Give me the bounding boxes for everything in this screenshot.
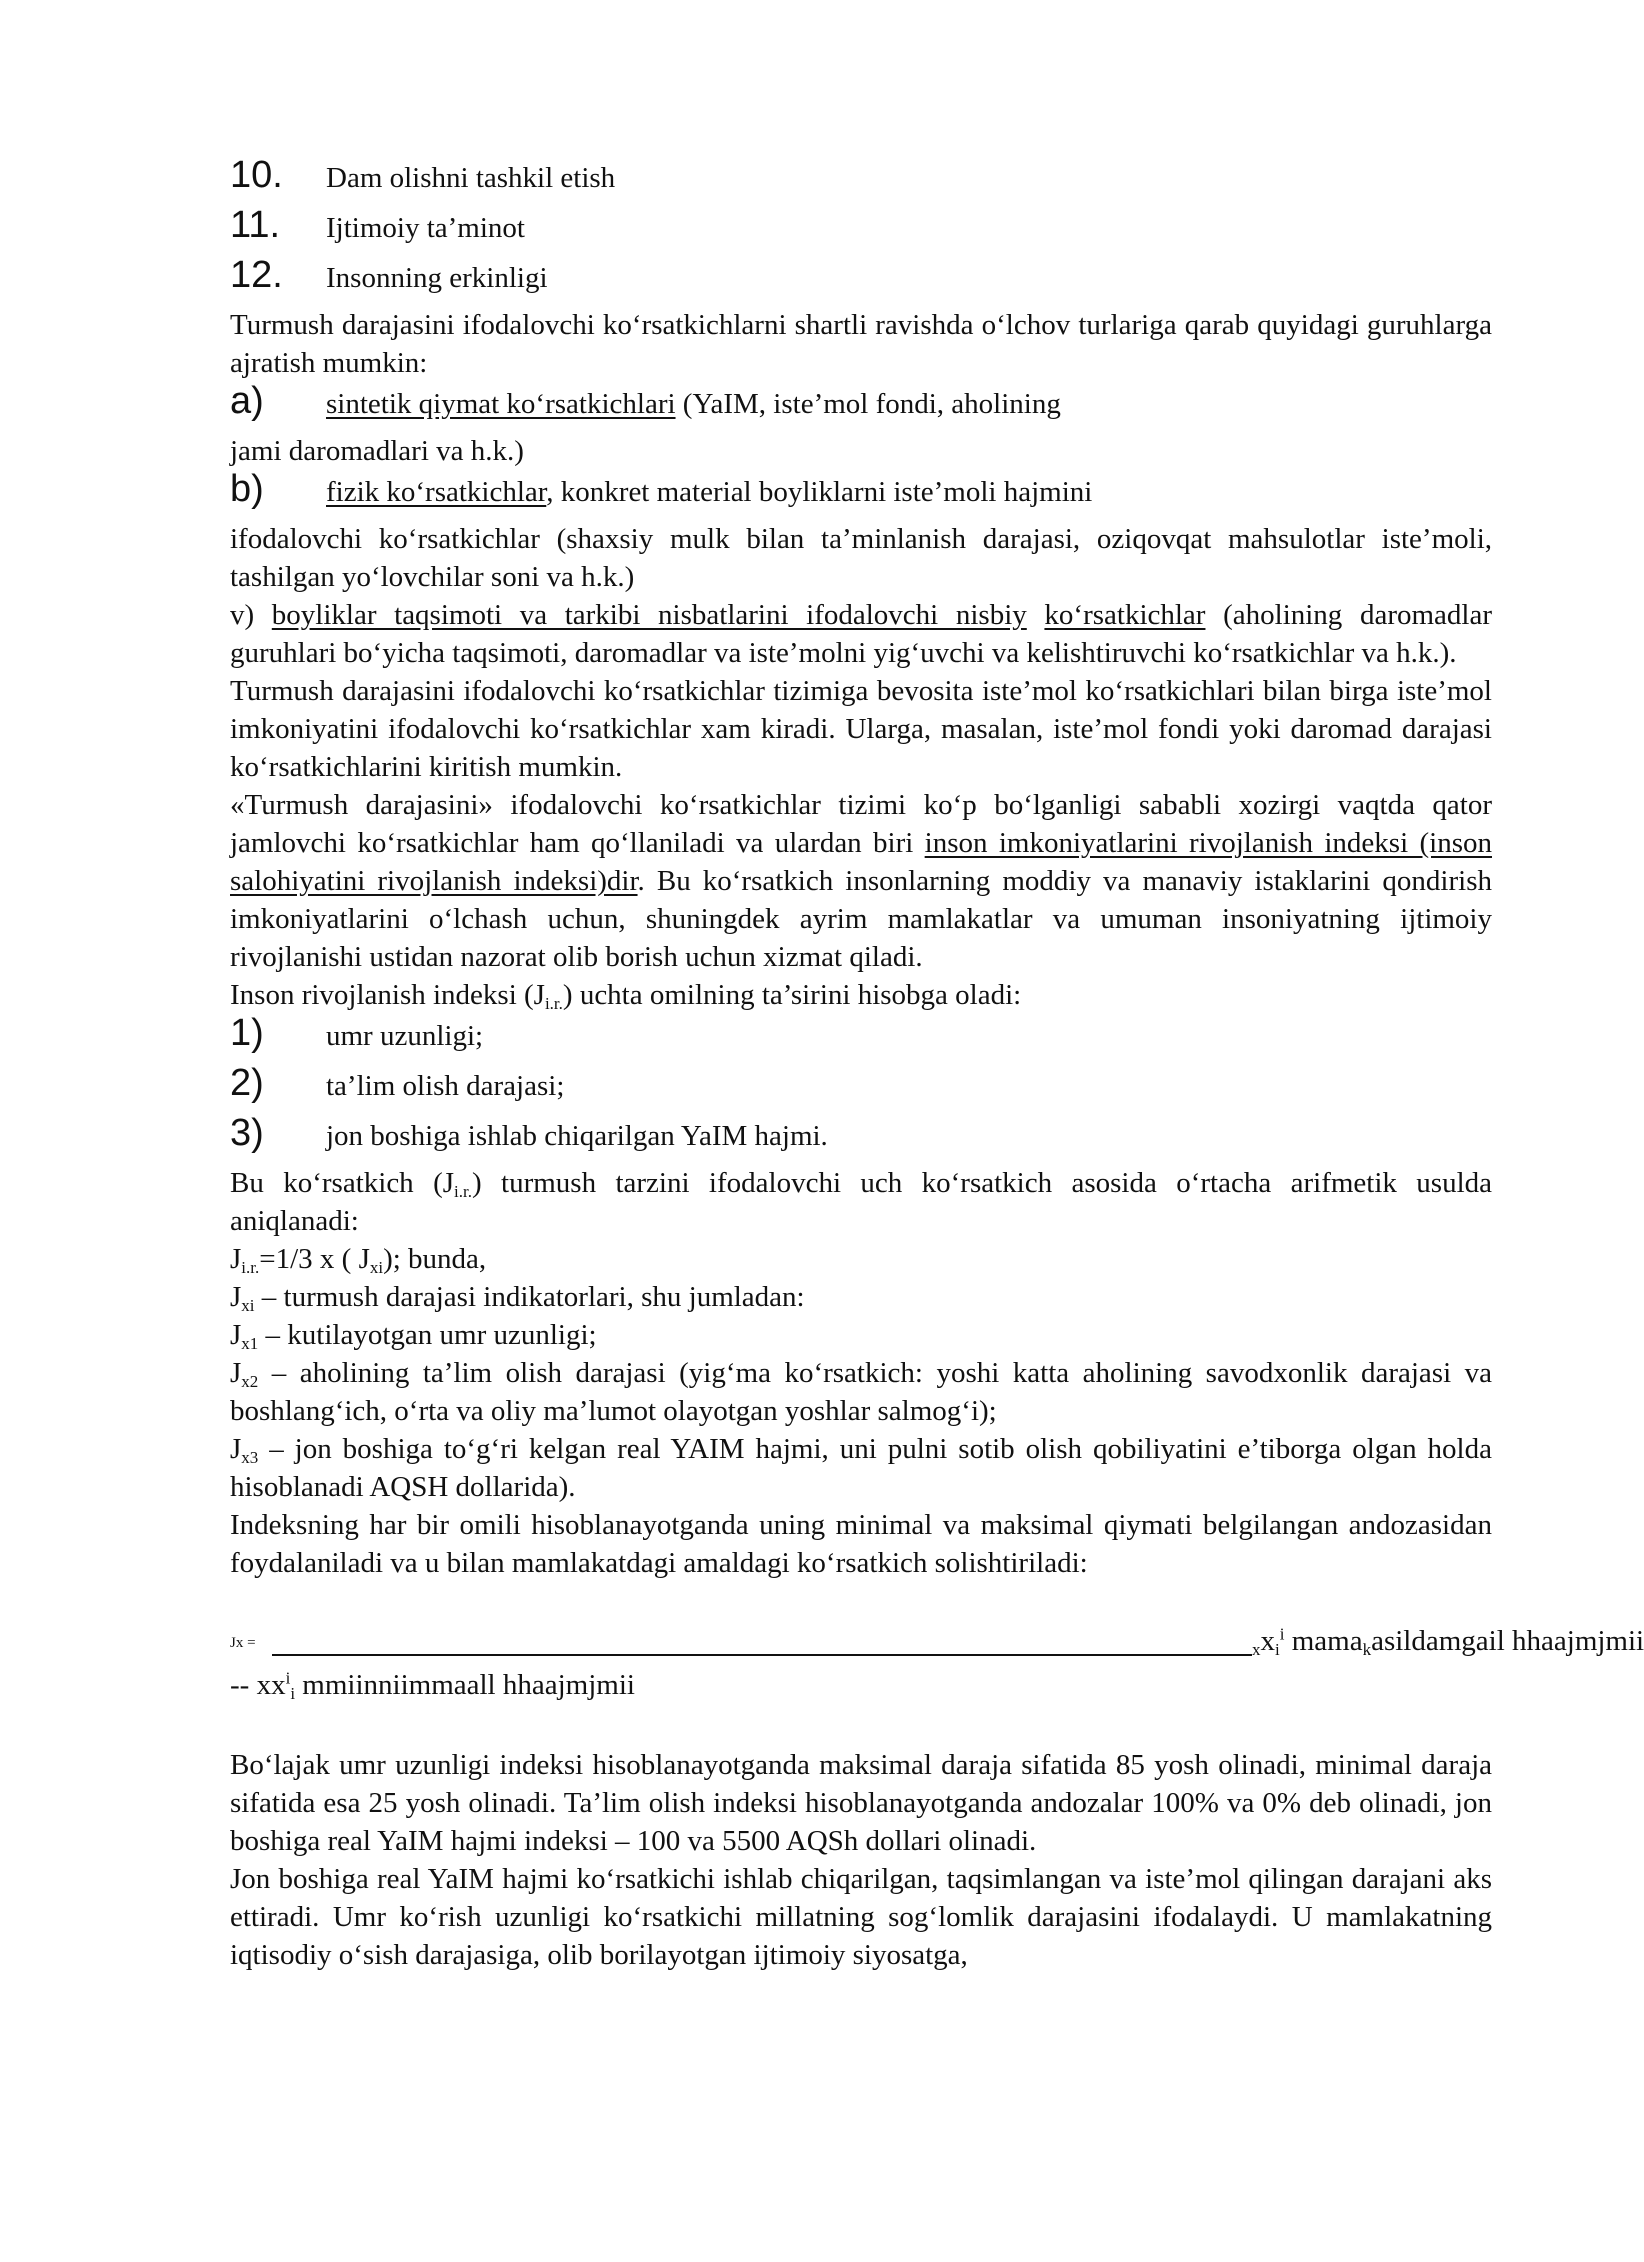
text: J (230, 1357, 242, 1389)
list-text: ta’lim olish darajasi; (326, 1070, 565, 1102)
formula-numerator (1252, 1622, 1644, 1660)
list-text: jon boshiga ishlab chiqarilgan YaIM hajmi. (326, 1120, 828, 1152)
text: . Bu ko‘rsatkich insonlarning moddiy va manaviy istaklarini qondirish imkoniyatlarini o‘lchash uchun, shuningdek ayrim mamlakatlar va umuman insoniyatning ijtimoiy rivojlanishi ustidan nazorat olib borish uchun xizmat qiladi. (230, 865, 1492, 973)
subscript: x1 (241, 1334, 259, 1353)
list-text: Ijtimoiy ta’minot (326, 212, 525, 244)
list-text: umr uzunligi; (326, 1020, 484, 1052)
underlined-term: ko‘rsatkichlar (1044, 599, 1206, 631)
text: «Turmush darajasini» ifodalovchi ko‘rsatkichlar tizimi ko‘p bo‘lganligi sababli xozirgi vaqtda qator jamlovchi ko‘rsatkichlar ham qo‘llaniladi va ulardan biri (230, 789, 1492, 859)
list-letter: v) (230, 599, 272, 631)
paragraph-hdi (230, 786, 1492, 976)
definition-jxi (230, 1278, 1492, 1316)
text: ) turmush tarzini ifodalovchi uch ko‘rsatkich asosida o‘rtacha arifmetik usulda aniqlanadi: (230, 1167, 1493, 1237)
subscript: i (290, 1684, 296, 1703)
underlined-term: inson imkoniyatlarini rivojlanish indeksi (inson (924, 827, 1492, 859)
list-number: 1) (230, 1012, 264, 1054)
text: J (230, 1319, 242, 1351)
spacer (1027, 599, 1045, 631)
list-text-rest: , konkret material boyliklarni iste’moli hajmini (546, 476, 1093, 508)
text: ) uchta omilning ta’sirini hisobga oladi: (562, 979, 1022, 1011)
list-item (230, 256, 1492, 306)
subscript: i.r. (544, 994, 563, 1013)
list-item-a-continuation: jami daromadlari va h.k.) (230, 435, 524, 467)
list-item (230, 1064, 1492, 1114)
text: – aholining ta’lim olish darajasi (yig‘ma ko‘rsatkich: yoshi katta aholining savodxonlik darajasi va boshlang‘ich, o‘rta va oliy ma’lumot olayotgan yoshlar salmog‘i); (230, 1357, 1492, 1427)
underlined-term: sintetik qiymat ko‘rsatkichlari (326, 388, 676, 420)
list-text: Dam olishni tashkil etish (326, 162, 616, 194)
underlined-term: salohiyatini rivojlanish indeksi)dir (230, 865, 638, 897)
list-item-a (230, 382, 1492, 432)
subscript: i.r. (454, 1182, 472, 1201)
list-text (326, 473, 1492, 511)
subscript: x (1252, 1640, 1261, 1659)
list-item (230, 1014, 1492, 1064)
text: J (230, 1243, 242, 1275)
subscript: x3 (241, 1448, 259, 1467)
paragraph-index (230, 976, 1492, 1014)
list-item (230, 206, 1492, 256)
text: J (230, 1433, 242, 1465)
list-number: 10. (230, 154, 283, 196)
list-number: 3) (230, 1112, 264, 1154)
text: J (230, 1281, 242, 1313)
definition-jx1 (230, 1316, 1492, 1354)
list-text (326, 385, 1492, 423)
list-number: 11. (230, 204, 281, 246)
definition-jx3 (230, 1430, 1492, 1506)
text: -- xx (230, 1669, 286, 1701)
text: =1/3 x ( J (259, 1243, 370, 1275)
formula-denominator (230, 1666, 635, 1704)
formula-block (230, 1606, 1644, 1746)
superscript: i (1279, 1624, 1285, 1644)
text: x (1260, 1625, 1275, 1657)
fraction-line (272, 1654, 1252, 1656)
text: Inson rivojlanish indeksi (J (230, 979, 545, 1011)
list-number: 2) (230, 1062, 264, 1104)
paragraph-system: Turmush darajasini ifodalovchi ko‘rsatkichlar tizimiga bevosita iste’mol ko‘rsatkichlari bilan birga iste’mol imkoniyatini ifodalovchi ko‘rsatkichlar xam kiradi. Ularga, masalan, iste’mol fondi yoki daromad darajasi ko‘rsatkichlarini kiritish mumkin. (230, 675, 1492, 783)
subscript: x2 (241, 1372, 259, 1391)
text: – turmush darajasi indikatorlari, shu jumladan: (254, 1281, 805, 1313)
subscript: xi (241, 1296, 255, 1315)
underlined-term: fizik ko‘rsatkichlar (326, 476, 547, 508)
subscript: i (1275, 1640, 1280, 1659)
formula-label: Jx = (230, 1635, 256, 1651)
formula-hdi (230, 1240, 1492, 1278)
list-text-rest: (YaIM, iste’mol fondi, aholining (675, 388, 1061, 420)
subscript: xi (369, 1258, 384, 1277)
underlined-term: boyliklar taqsimoti va tarkibi nisbatlarini ifodalovchi nisbiy (271, 599, 1027, 631)
text: – jon boshiga to‘g‘ri kelgan real YAIM hajmi, uni pulni sotib olish qobiliyatini e’tiborga olgan holda hisoblanadi AQSH dollarida). (230, 1433, 1492, 1503)
list-letter: b) (230, 468, 264, 510)
text: asildamgail hhaajmjmii (1371, 1625, 1644, 1657)
paragraph-minmax: Indeksning har bir omili hisoblanayotganda uning minimal va maksimal qiymati belgilangan andozasidan foydalaniladi va u bilan mamlakatdagi amaldagi ko‘rsatkich solishtiriladi: (230, 1509, 1492, 1579)
subscript: i.r. (241, 1258, 260, 1277)
paragraph-norms: Bo‘lajak umr uzunligi indeksi hisoblanayotganda maksimal daraja sifatida 85 yosh olinadi, minimal daraja sifatida esa 25 yosh olinadi. Ta’lim olish indeksi hisoblanayotganda andozalar 100% va 0% deb olinadi, jon boshiga real YaIM hajmi indeksi – 100 va 5500 AQSh dollari olinadi. (230, 1749, 1492, 1857)
superscript: i (285, 1668, 291, 1688)
list-text: Insonning erkinligi (326, 262, 548, 294)
text: – kutilayotgan umr uzunligi; (258, 1319, 597, 1351)
paragraph-intro: Turmush darajasini ifodalovchi ko‘rsatkichlarni shartli ravishda o‘lchov turlariga qarab quyidagi guruhlarga ajratish mumkin: (230, 309, 1492, 379)
list-letter: a) (230, 380, 264, 422)
list-item (230, 156, 1492, 206)
list-text-rest: (aholining daromadlar guruhlari bo‘yicha taqsimoti, daromadlar va iste’molni yig‘uvchi va kelishtiruvchi ko‘rsatkichlar va h.k.). (230, 599, 1492, 669)
list-item-v (230, 596, 1492, 672)
text: ); bunda, (383, 1243, 487, 1275)
list-number: 12. (230, 254, 283, 296)
paragraph-mean (230, 1164, 1492, 1240)
definition-jx2 (230, 1354, 1492, 1430)
text: Bu ko‘rsatkich (J (230, 1167, 455, 1199)
list-item-b-continuation: ifodalovchi ko‘rsatkichlar (shaxsiy mulk bilan ta’minlanish darajasi, oziqovqat mahsulotlar iste’moli, tashilgan yo‘lovchilar soni va h.k.) (230, 523, 1492, 593)
text: mama (1284, 1625, 1363, 1657)
list-item-b (230, 470, 1492, 520)
document-page (230, 154, 1644, 1974)
list-item (230, 1114, 1492, 1164)
subscript: k (1362, 1640, 1372, 1659)
text: mmiinniimmaall hhaajmjmii (295, 1669, 635, 1701)
paragraph-last: Jon boshiga real YaIM hajmi ko‘rsatkichi ishlab chiqarilgan, taqsimlangan va iste’mol qilingan darajani aks ettiradi. Umr ko‘rish uzunligi ko‘rsatkichi millatning sog‘lomlik darajasini ifodalaydi. U mamlakatning iqtisodiy o‘sish darajasiga, olib borilayotgan ijtimoiy siyosatga, (230, 1863, 1492, 1971)
